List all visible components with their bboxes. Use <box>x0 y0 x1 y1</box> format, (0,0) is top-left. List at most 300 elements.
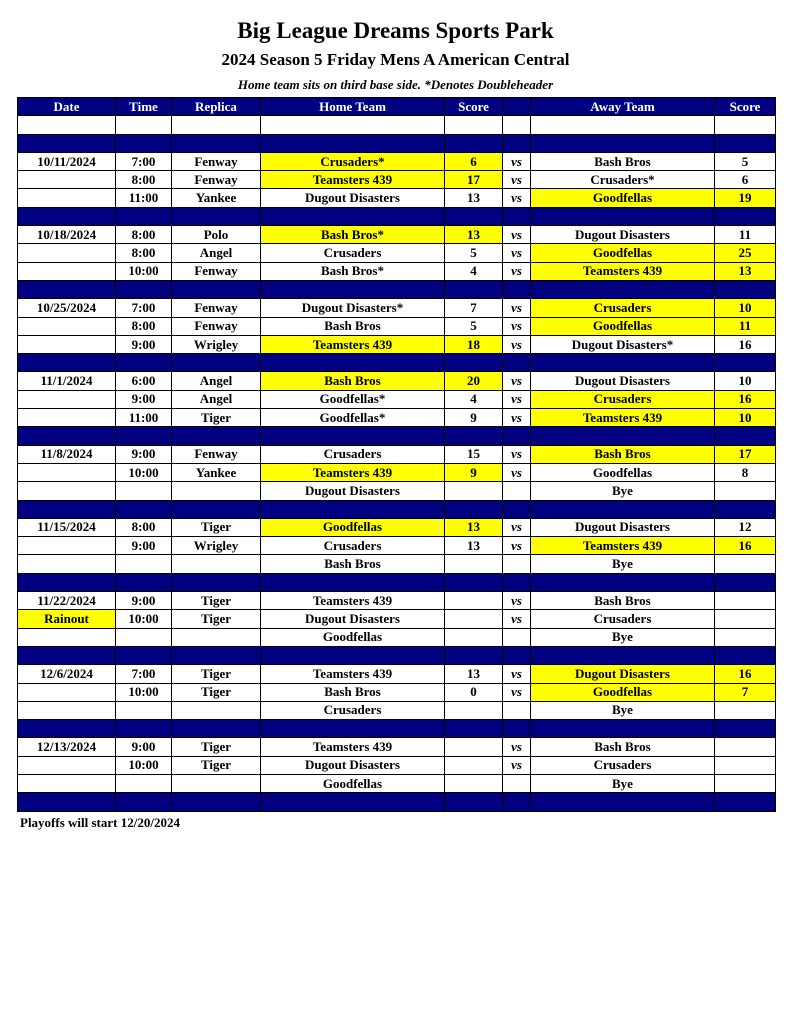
date-cell: 11/15/2024 <box>18 518 116 536</box>
col-header-away-score: Score <box>715 98 776 116</box>
replica-cell: Yankee <box>172 463 261 481</box>
separator-cell <box>261 500 445 518</box>
away-score-cell: 11 <box>715 226 776 244</box>
date-cell <box>18 701 116 719</box>
away-score-cell: 11 <box>715 317 776 335</box>
game-row <box>18 171 776 189</box>
game-row <box>18 610 776 628</box>
blank-cell <box>445 116 503 134</box>
separator-cell <box>445 646 503 664</box>
date-cell <box>18 555 116 573</box>
separator-cell <box>116 646 172 664</box>
game-row <box>18 683 776 701</box>
replica-cell: Yankee <box>172 189 261 207</box>
replica-cell: Tiger <box>172 683 261 701</box>
away-score-cell <box>715 592 776 610</box>
vs-cell: vs <box>503 756 531 774</box>
vs-cell: vs <box>503 390 531 408</box>
away-team-cell: Teamsters 439 <box>531 409 715 427</box>
separator-cell <box>531 646 715 664</box>
separator-row <box>18 280 776 298</box>
separator-cell <box>531 427 715 445</box>
away-team-cell: Bye <box>531 628 715 646</box>
game-row <box>18 299 776 317</box>
away-score-cell: 12 <box>715 518 776 536</box>
home-team-cell: Dugout Disasters <box>261 189 445 207</box>
away-team-cell: Dugout Disasters <box>531 518 715 536</box>
col-header-time: Time <box>116 98 172 116</box>
time-cell: 11:00 <box>116 189 172 207</box>
time-cell: 6:00 <box>116 372 172 390</box>
home-team-cell: Goodfellas* <box>261 390 445 408</box>
replica-cell: Wrigley <box>172 335 261 353</box>
away-team-cell: Crusaders <box>531 390 715 408</box>
blank-cell <box>503 116 531 134</box>
separator-cell <box>445 134 503 152</box>
replica-cell: Fenway <box>172 171 261 189</box>
away-team-cell: Goodfellas <box>531 244 715 262</box>
replica-cell: Angel <box>172 390 261 408</box>
separator-cell <box>116 134 172 152</box>
replica-cell: Tiger <box>172 610 261 628</box>
replica-cell: Angel <box>172 372 261 390</box>
away-score-cell: 25 <box>715 244 776 262</box>
blank-cell <box>18 116 116 134</box>
separator-row <box>18 354 776 372</box>
separator-cell <box>172 354 261 372</box>
separator-row <box>18 207 776 225</box>
replica-cell: Wrigley <box>172 537 261 555</box>
separator-cell <box>503 646 531 664</box>
date-cell <box>18 390 116 408</box>
separator-cell <box>503 354 531 372</box>
time-cell: 9:00 <box>116 335 172 353</box>
separator-cell <box>445 354 503 372</box>
away-score-cell <box>715 701 776 719</box>
game-row <box>18 738 776 756</box>
table-header-row <box>18 98 776 116</box>
game-row <box>18 774 776 792</box>
time-cell <box>116 774 172 792</box>
home-score-cell <box>445 774 503 792</box>
separator-row <box>18 427 776 445</box>
rainout-badge: Rainout <box>18 610 116 628</box>
game-row <box>18 244 776 262</box>
separator-cell <box>715 427 776 445</box>
separator-cell <box>116 793 172 811</box>
date-cell <box>18 482 116 500</box>
game-row <box>18 537 776 555</box>
game-row <box>18 592 776 610</box>
blank-cell <box>261 116 445 134</box>
separator-cell <box>445 427 503 445</box>
game-row <box>18 756 776 774</box>
separator-cell <box>503 573 531 591</box>
separator-cell <box>116 573 172 591</box>
home-team-cell: Goodfellas <box>261 628 445 646</box>
replica-cell <box>172 774 261 792</box>
separator-cell <box>503 207 531 225</box>
vs-cell <box>503 628 531 646</box>
away-score-cell: 7 <box>715 683 776 701</box>
game-row <box>18 628 776 646</box>
away-team-cell: Bye <box>531 482 715 500</box>
replica-cell: Fenway <box>172 152 261 170</box>
separator-row <box>18 646 776 664</box>
separator-cell <box>531 134 715 152</box>
vs-cell: vs <box>503 738 531 756</box>
separator-row <box>18 793 776 811</box>
separator-cell <box>261 573 445 591</box>
separator-cell <box>172 720 261 738</box>
blank-cell <box>172 116 261 134</box>
away-score-cell: 19 <box>715 189 776 207</box>
home-score-cell: 18 <box>445 335 503 353</box>
vs-cell: vs <box>503 445 531 463</box>
separator-cell <box>503 720 531 738</box>
game-row <box>18 701 776 719</box>
date-cell <box>18 628 116 646</box>
date-cell: 10/11/2024 <box>18 152 116 170</box>
away-team-cell: Dugout Disasters <box>531 372 715 390</box>
separator-cell <box>503 280 531 298</box>
separator-cell <box>18 720 116 738</box>
home-team-cell: Crusaders <box>261 701 445 719</box>
replica-cell: Fenway <box>172 299 261 317</box>
away-team-cell: Goodfellas <box>531 189 715 207</box>
time-cell: 9:00 <box>116 738 172 756</box>
time-cell: 8:00 <box>116 518 172 536</box>
vs-cell: vs <box>503 537 531 555</box>
home-team-cell: Crusaders* <box>261 152 445 170</box>
blank-cell <box>531 116 715 134</box>
home-score-cell <box>445 628 503 646</box>
date-cell <box>18 409 116 427</box>
away-team-cell: Crusaders <box>531 299 715 317</box>
game-row <box>18 390 776 408</box>
separator-cell <box>503 500 531 518</box>
separator-cell <box>18 573 116 591</box>
game-row <box>18 317 776 335</box>
date-cell: 12/6/2024 <box>18 665 116 683</box>
away-team-cell: Goodfellas <box>531 317 715 335</box>
home-team-cell: Teamsters 439 <box>261 738 445 756</box>
away-score-cell: 16 <box>715 335 776 353</box>
away-team-cell: Bash Bros <box>531 445 715 463</box>
time-cell <box>116 482 172 500</box>
vs-cell: vs <box>503 335 531 353</box>
date-cell <box>18 463 116 481</box>
date-cell <box>18 683 116 701</box>
replica-cell <box>172 628 261 646</box>
separator-row <box>18 573 776 591</box>
date-cell <box>18 537 116 555</box>
game-row <box>18 189 776 207</box>
separator-cell <box>715 793 776 811</box>
home-score-cell: 4 <box>445 390 503 408</box>
away-team-cell: Dugout Disasters* <box>531 335 715 353</box>
vs-cell <box>503 482 531 500</box>
away-team-cell: Teamsters 439 <box>531 537 715 555</box>
home-team-cell: Dugout Disasters <box>261 610 445 628</box>
page-subtitle: 2024 Season 5 Friday Mens A American Central <box>221 50 570 69</box>
separator-cell <box>715 354 776 372</box>
away-team-cell: Goodfellas <box>531 683 715 701</box>
separator-cell <box>116 354 172 372</box>
col-header-home-score: Score <box>445 98 503 116</box>
home-score-cell: 15 <box>445 445 503 463</box>
vs-cell: vs <box>503 463 531 481</box>
home-team-cell: Teamsters 439 <box>261 463 445 481</box>
time-cell: 7:00 <box>116 665 172 683</box>
separator-cell <box>116 207 172 225</box>
separator-cell <box>261 354 445 372</box>
replica-cell: Fenway <box>172 262 261 280</box>
separator-cell <box>172 793 261 811</box>
col-header-replica: Replica <box>172 98 261 116</box>
home-score-cell <box>445 756 503 774</box>
separator-cell <box>116 280 172 298</box>
home-team-cell: Bash Bros <box>261 555 445 573</box>
home-score-cell: 7 <box>445 299 503 317</box>
home-team-cell: Crusaders <box>261 445 445 463</box>
date-cell: 10/18/2024 <box>18 226 116 244</box>
separator-cell <box>445 793 503 811</box>
schedule-table <box>17 97 776 812</box>
game-row <box>18 463 776 481</box>
home-score-cell: 5 <box>445 244 503 262</box>
away-team-cell: Crusaders <box>531 756 715 774</box>
away-score-cell: 5 <box>715 152 776 170</box>
separator-cell <box>503 793 531 811</box>
separator-cell <box>715 573 776 591</box>
home-team-cell: Bash Bros <box>261 683 445 701</box>
home-team-cell: Crusaders <box>261 537 445 555</box>
separator-cell <box>715 720 776 738</box>
away-team-cell: Crusaders* <box>531 171 715 189</box>
away-score-cell <box>715 555 776 573</box>
away-score-cell: 16 <box>715 390 776 408</box>
replica-cell: Fenway <box>172 317 261 335</box>
home-score-cell: 5 <box>445 317 503 335</box>
away-score-cell: 17 <box>715 445 776 463</box>
date-cell <box>18 244 116 262</box>
away-team-cell: Bye <box>531 701 715 719</box>
home-team-cell: Dugout Disasters* <box>261 299 445 317</box>
vs-cell: vs <box>503 189 531 207</box>
home-team-cell: Bash Bros <box>261 372 445 390</box>
away-score-cell: 8 <box>715 463 776 481</box>
separator-cell <box>531 354 715 372</box>
away-score-cell: 16 <box>715 665 776 683</box>
away-team-cell: Bye <box>531 555 715 573</box>
separator-cell <box>18 500 116 518</box>
date-cell <box>18 189 116 207</box>
vs-cell: vs <box>503 299 531 317</box>
col-header-vs <box>503 98 531 116</box>
time-cell <box>116 555 172 573</box>
separator-cell <box>715 134 776 152</box>
time-cell: 8:00 <box>116 244 172 262</box>
date-cell <box>18 774 116 792</box>
date-cell: 10/25/2024 <box>18 299 116 317</box>
away-team-cell: Goodfellas <box>531 463 715 481</box>
replica-cell: Tiger <box>172 409 261 427</box>
time-cell <box>116 701 172 719</box>
home-team-cell: Bash Bros <box>261 317 445 335</box>
separator-cell <box>172 500 261 518</box>
separator-cell <box>116 500 172 518</box>
vs-cell: vs <box>503 244 531 262</box>
playoffs-note: Playoffs will start 12/20/2024 <box>20 815 180 830</box>
replica-cell <box>172 482 261 500</box>
separator-cell <box>715 646 776 664</box>
separator-cell <box>18 280 116 298</box>
separator-cell <box>18 134 116 152</box>
replica-cell: Tiger <box>172 518 261 536</box>
vs-cell: vs <box>503 226 531 244</box>
separator-row <box>18 720 776 738</box>
separator-cell <box>503 427 531 445</box>
separator-cell <box>261 793 445 811</box>
time-cell: 11:00 <box>116 409 172 427</box>
away-team-cell: Dugout Disasters <box>531 226 715 244</box>
home-score-cell <box>445 555 503 573</box>
game-row <box>18 226 776 244</box>
replica-cell: Tiger <box>172 756 261 774</box>
home-score-cell: 13 <box>445 665 503 683</box>
time-cell: 8:00 <box>116 171 172 189</box>
separator-cell <box>116 720 172 738</box>
time-cell: 8:00 <box>116 317 172 335</box>
away-team-cell: Bash Bros <box>531 592 715 610</box>
away-team-cell: Crusaders <box>531 610 715 628</box>
vs-cell <box>503 555 531 573</box>
home-team-cell: Dugout Disasters <box>261 756 445 774</box>
away-team-cell: Dugout Disasters <box>531 665 715 683</box>
separator-cell <box>715 207 776 225</box>
time-cell <box>116 628 172 646</box>
home-team-cell: Teamsters 439 <box>261 335 445 353</box>
time-cell: 9:00 <box>116 390 172 408</box>
away-score-cell: 10 <box>715 409 776 427</box>
home-score-cell: 6 <box>445 152 503 170</box>
vs-cell <box>503 701 531 719</box>
date-cell <box>18 262 116 280</box>
home-team-cell: Dugout Disasters <box>261 482 445 500</box>
replica-cell: Angel <box>172 244 261 262</box>
separator-cell <box>715 500 776 518</box>
away-score-cell: 16 <box>715 537 776 555</box>
col-header-away-team: Away Team <box>531 98 715 116</box>
replica-cell: Polo <box>172 226 261 244</box>
game-row <box>18 482 776 500</box>
separator-cell <box>531 573 715 591</box>
time-cell: 9:00 <box>116 445 172 463</box>
separator-cell <box>172 646 261 664</box>
away-score-cell <box>715 610 776 628</box>
time-cell: 7:00 <box>116 299 172 317</box>
date-cell: 11/1/2024 <box>18 372 116 390</box>
away-score-cell <box>715 482 776 500</box>
home-score-cell <box>445 701 503 719</box>
blank-cell <box>116 116 172 134</box>
home-team-cell: Bash Bros* <box>261 262 445 280</box>
time-cell: 10:00 <box>116 262 172 280</box>
replica-cell: Tiger <box>172 592 261 610</box>
home-team-cell: Bash Bros* <box>261 226 445 244</box>
vs-cell: vs <box>503 171 531 189</box>
away-score-cell: 6 <box>715 171 776 189</box>
separator-cell <box>116 427 172 445</box>
separator-cell <box>531 280 715 298</box>
page-note: Home team sits on third base side. *Denotes Doubleheader <box>237 77 554 92</box>
away-team-cell: Teamsters 439 <box>531 262 715 280</box>
away-team-cell: Bash Bros <box>531 152 715 170</box>
home-score-cell: 9 <box>445 409 503 427</box>
separator-cell <box>18 207 116 225</box>
vs-cell: vs <box>503 372 531 390</box>
blank-row <box>18 116 776 134</box>
date-cell <box>18 756 116 774</box>
home-team-cell: Teamsters 439 <box>261 665 445 683</box>
time-cell: 9:00 <box>116 537 172 555</box>
game-row <box>18 555 776 573</box>
separator-cell <box>445 720 503 738</box>
page-title: Big League Dreams Sports Park <box>237 18 554 43</box>
vs-cell: vs <box>503 518 531 536</box>
separator-cell <box>503 134 531 152</box>
separator-cell <box>18 646 116 664</box>
separator-cell <box>531 793 715 811</box>
separator-cell <box>172 280 261 298</box>
vs-cell <box>503 774 531 792</box>
game-row <box>18 409 776 427</box>
away-score-cell <box>715 738 776 756</box>
separator-cell <box>261 720 445 738</box>
vs-cell: vs <box>503 592 531 610</box>
separator-cell <box>261 646 445 664</box>
game-row <box>18 152 776 170</box>
vs-cell: vs <box>503 152 531 170</box>
home-score-cell: 4 <box>445 262 503 280</box>
away-score-cell <box>715 628 776 646</box>
separator-cell <box>445 573 503 591</box>
separator-cell <box>172 207 261 225</box>
separator-cell <box>172 573 261 591</box>
separator-cell <box>18 354 116 372</box>
date-cell <box>18 335 116 353</box>
separator-cell <box>261 427 445 445</box>
separator-row <box>18 500 776 518</box>
home-team-cell: Teamsters 439 <box>261 592 445 610</box>
separator-cell <box>531 207 715 225</box>
separator-cell <box>18 793 116 811</box>
away-score-cell: 10 <box>715 372 776 390</box>
replica-cell <box>172 701 261 719</box>
home-score-cell: 13 <box>445 226 503 244</box>
blank-cell <box>715 116 776 134</box>
home-score-cell: 13 <box>445 189 503 207</box>
separator-cell <box>531 500 715 518</box>
separator-cell <box>172 134 261 152</box>
home-score-cell <box>445 592 503 610</box>
separator-cell <box>445 280 503 298</box>
home-team-cell: Goodfellas <box>261 518 445 536</box>
separator-cell <box>18 427 116 445</box>
vs-cell: vs <box>503 610 531 628</box>
time-cell: 8:00 <box>116 226 172 244</box>
